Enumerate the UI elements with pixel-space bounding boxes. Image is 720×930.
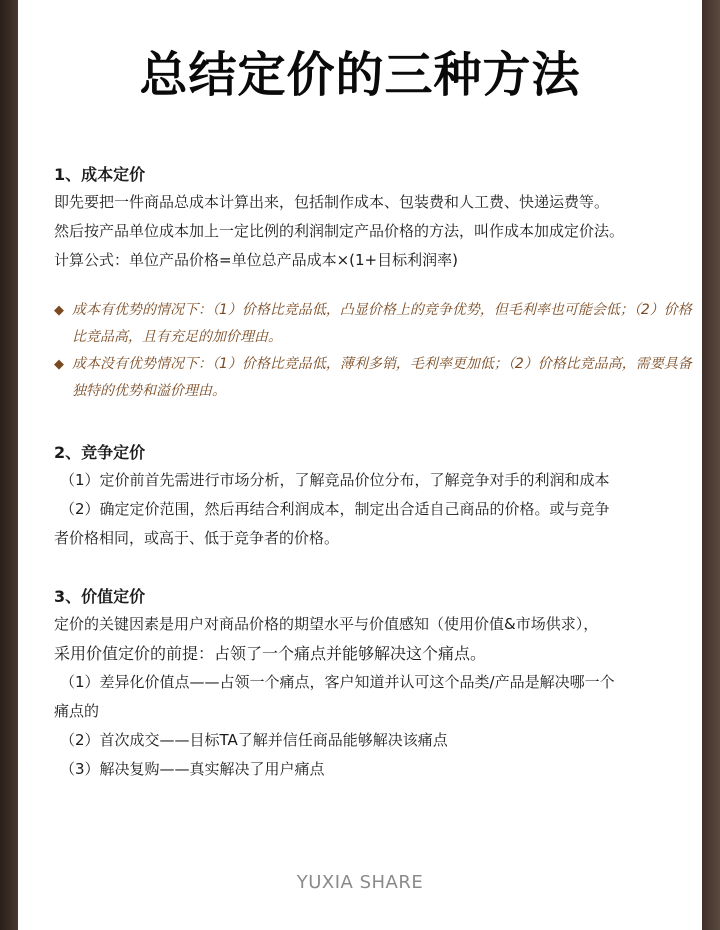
note-text: 成本有优势的情况下：（1）价格比竞品低，凸显价格上的竞争优势，但毛利率也可能会低；（2）价格比竞品高，且有充足的加价理由。	[72, 302, 692, 345]
section-cost-pricing	[54, 162, 694, 405]
document-card	[18, 0, 702, 930]
paragraph-line: 者价格相同，或高于、低于竞争者的价格。	[54, 529, 340, 547]
page-title: 总结定价的三种方法	[139, 47, 581, 103]
paragraph-line: 然后按产品单位成本加上一定比例的利润制定产品价格的方法，叫作成本加成定价法。	[54, 222, 625, 240]
list-item-continuation: 痛点的	[54, 702, 100, 720]
section-heading: 2、竞争定价	[54, 443, 146, 462]
section-value-pricing	[54, 584, 694, 784]
section-competitive-pricing	[54, 440, 694, 553]
paragraph-line: 定价的关键因素是用户对商品价格的期望水平与价值感知（使用价值&市场供求），	[54, 615, 599, 633]
paragraph-line: 即先要把一件商品总成本计算出来，包括制作成本、包装费和人工费、快递运费等。	[54, 193, 610, 211]
footer-watermark: YUXIA SHARE	[296, 872, 424, 893]
section-heading: 1、成本定价	[54, 165, 146, 184]
note-cost-disadvantage	[54, 351, 694, 405]
note-cost-advantage	[54, 297, 694, 351]
paragraph-line: （1）定价前首先需进行市场分析，了解竞品价位分布，了解竞争对手的利润和成本	[60, 471, 610, 489]
paragraph-line: （2）确定定价范围，然后再结合利润成本，制定出合适自己商品的价格。或与竞争	[60, 500, 610, 518]
diamond-bullet-icon: ◆	[54, 357, 64, 372]
list-item: （1）差异化价值点——占领一个痛点，客户知道并认可这个品类/产品是解决哪一个	[60, 673, 615, 691]
list-item: （2）首次成交——目标TA了解并信任商品能够解决该痛点	[60, 731, 448, 749]
formula-line: 计算公式：单位产品价格=单位总产品成本×(1+目标利润率)	[54, 251, 458, 269]
diamond-bullet-icon: ◆	[54, 303, 64, 318]
section-heading: 3、价值定价	[54, 587, 146, 606]
paragraph-line: 采用价值定价的前提：占领了一个痛点并能够解决这个痛点。	[54, 644, 487, 663]
note-text: 成本没有优势情况下：（1）价格比竞品低，薄利多销，毛利率更加低；（2）价格比竞品高，需要具备独特的优势和溢价理由。	[72, 356, 692, 399]
list-item: （3）解决复购——真实解决了用户痛点	[60, 760, 325, 778]
